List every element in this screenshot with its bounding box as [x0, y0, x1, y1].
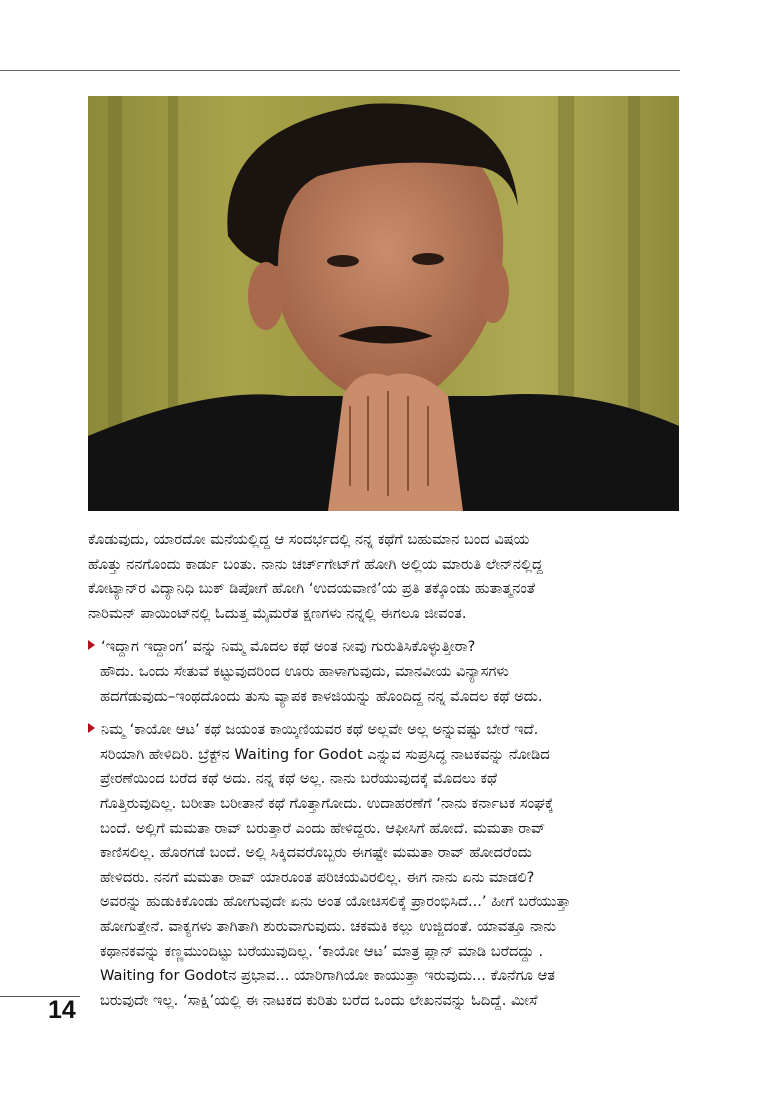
question-kayo-aata: [88, 718, 679, 743]
portrait-photo-icon: [88, 96, 679, 511]
top-rule: [0, 70, 680, 71]
text-line: ಕೊಡುವುದು, ಯಾರದೋ ಮನೆಯಲ್ಲಿದ್ದ ಆ ಸಂದರ್ಭದಲ್ಲಿ ನನ್ನ ಕಥೆಗೆ ಬಹುಮಾನ ಬಂದ ವಿಷಯ: [88, 531, 530, 548]
text-line: ಕಥಾನಕವನ್ನು ಕಣ್ಣಮುಂದಿಟ್ಟು ಬರೆಯುವುದಿಲ್ಲ. ‘ಕಾಯೋ ಆಟ’ ಮಾತ್ರ ಪ್ಲಾನ್ ಮಾಡಿ ಬರೆದದ್ದು .: [100, 942, 544, 960]
qa-block-first-story: [88, 635, 679, 709]
text-line: ಗೊತ್ತಿರುವುದಿಲ್ಲ. ಬರೀತಾ ಬರೀತಾನೆ ಕಥೆ ಗೊತ್ತಾಗೋದು. ಉದಾಹರಣೆಗೆ ‘ನಾನು ಕರ್ನಾಟಕ ಸಂಘಕ್ಕೆ: [100, 794, 554, 812]
article-body: [88, 528, 679, 1013]
text-line: ಹೋಗುತ್ತೇನೆ. ವಾಕ್ಯಗಳು ತಾಗಿತಾಗಿ ಶುರುವಾಗುವುದು. ಚಕಮಕಿ ಕಲ್ಲು ಉಜ್ಜಿದಂತೆ. ಯಾವತ್ತೂ ನಾನು: [100, 917, 557, 935]
answer-kayo-aata: [88, 743, 679, 1014]
text-line: ನಾರಿಮನ್ ಪಾಯಿಂಟ್‌ನಲ್ಲಿ ಓದುತ್ತ ಮೈಮರೆತ ಕ್ಷಣಗಳು ನನ್ನಲ್ಲಿ ಈಗಲೂ ಜೀವಂತ.: [88, 604, 467, 622]
triangle-bullet-icon: [88, 640, 95, 650]
text-line: ಹೊತ್ತು ನನಗೊಂದು ಕಾರ್ಡು ಬಂತು. ನಾನು ಚರ್ಚ್‌ಗೇಟ್‌ಗೆ ಹೋಗಿ ಅಲ್ಲಿಯ ಮಾರುತಿ ಲೇನ್‌ನಲ್ಲಿದ್ದ: [88, 555, 543, 573]
answer-first-story: [88, 660, 679, 709]
triangle-bullet-icon: [88, 723, 95, 733]
text-line: ಬಂದೆ. ಅಲ್ಲಿಗೆ ಮಮತಾ ರಾವ್ ಬರುತ್ತಾರೆ ಎಂದು ಹೇಳಿದ್ದರು. ಆಫೀಸಿಗೆ ಹೋದೆ. ಮಮತಾ ರಾವ್: [100, 819, 546, 837]
question-text: ನಿಮ್ಮ ‘ಕಾಯೋ ಆಟ’ ಕಥೆ ಜಯಂತ ಕಾಯ್ಕಿಣಿಯವರ ಕಥೆ ಅಲ್ಲವೇ ಅಲ್ಲ ಅನ್ನುವಷ್ಟು ಬೇರೆ ಇದೆ.: [101, 721, 539, 739]
portrait-photo: [88, 96, 679, 511]
question-text: ‘ಇದ್ದಾಗ ಇದ್ದಾಂಗ’ ವನ್ನು ನಿಮ್ಮ ಮೊದಲ ಕಥೆ ಅಂತ ನೀವು ಗುರುತಿಸಿಕೊಳ್ಳುತ್ತೀರಾ?: [101, 638, 476, 656]
text-line: ಹದಗೆಡುವುದು–ಇಂಥದೊಂದು ತುಸು ವ್ಯಾಪಕ ಕಾಳಜಿಯನ್ನು ಹೊಂದಿದ್ದ ನನ್ನ ಮೊದಲ ಕಥೆ ಅದು.: [100, 687, 543, 705]
text-line: ಸರಿಯಾಗಿ ಹೇಳಿದಿರಿ. ಬ್ರೆಕ್ಟ್‌ನ Waiting for Godot ಎನ್ನುವ ಸುಪ್ರಸಿದ್ಧ ನಾಟಕವನ್ನು ನೋಡಿದ: [100, 745, 550, 763]
qa-block-kayo-aata: [88, 718, 679, 1013]
question-first-story: [88, 635, 679, 660]
text-line: ಅವರನ್ನು ಹುಡುಕಿಕೊಂಡು ಹೋಗುವುದೇ ಏನು ಅಂತ ಯೋಚಿಸಲಿಕ್ಕೆ ಪ್ರಾರಂಭಿಸಿದೆ...’ ಹೀಗೆ ಬರೆಯುತ್ತಾ: [100, 893, 571, 911]
text-line: ಕಾಣಿಸಲಿಲ್ಲ. ಹೊರಗಡೆ ಬಂದೆ. ಅಲ್ಲಿ ಸಿಕ್ಕಿದವರೊಬ್ಬರು ಈಗಷ್ಟೇ ಮಮತಾ ರಾವ್ ಹೋದರೆಂದು: [100, 844, 532, 862]
text-line: ಕೋಟ್ಯಾನ್‌ರ ವಿದ್ಯಾನಿಧಿ ಬುಕ್ ಡಿಪೋಗೆ ಹೋಗಿ ‘ಉದಯವಾಣಿ’ಯ ಪ್ರತಿ ತಕ್ಕೊಂಡು ಹುತಾತ್ಮನಂತೆ: [88, 580, 536, 598]
text-line: ಹೌದು. ಒಂದು ಸೇತುವೆ ಕಟ್ಟುವುದರಿಂದ ಊರು ಹಾಳಾಗುವುದು, ಮಾನವೀಯ ವಿನ್ಯಾಸಗಳು: [100, 662, 509, 680]
page-number: 14: [48, 996, 76, 1024]
text-line: ಬರುವುದೇ ಇಲ್ಲ. ‘ಸಾಕ್ಷಿ’ಯಲ್ಲಿ ಈ ನಾಟಕದ ಕುರಿತು ಬರೆದ ಒಂದು ಲೇಖನವನ್ನು ಓದಿದ್ದೆ. ಮೀಸೆ: [100, 991, 538, 1009]
text-line: ಹೇಳಿದರು. ನನಗೆ ಮಮತಾ ರಾವ್ ಯಾರೂಂತ ಪರಿಚಯವಿರಲಿಲ್ಲ. ಈಗ ನಾನು ಏನು ಮಾಡಲಿ?: [100, 868, 535, 886]
paragraph-intro: [88, 528, 679, 626]
text-line: ಪ್ರೇರಣೆಯಿಂದ ಬರೆದ ಕಥೆ ಅದು. ನನ್ನ ಕಥೆ ಅಲ್ಲ. ನಾನು ಬರೆಯುವುದಕ್ಕೆ ಮೊದಲು ಕಥೆ: [100, 770, 498, 788]
text-line: Waiting for Godotನ ಪ್ರಭಾವ... ಯಾರಿಗಾಗಿಯೋ ಕಾಯುತ್ತಾ ಇರುವುದು... ಕೊನೆಗೂ ಆತ: [100, 967, 555, 985]
